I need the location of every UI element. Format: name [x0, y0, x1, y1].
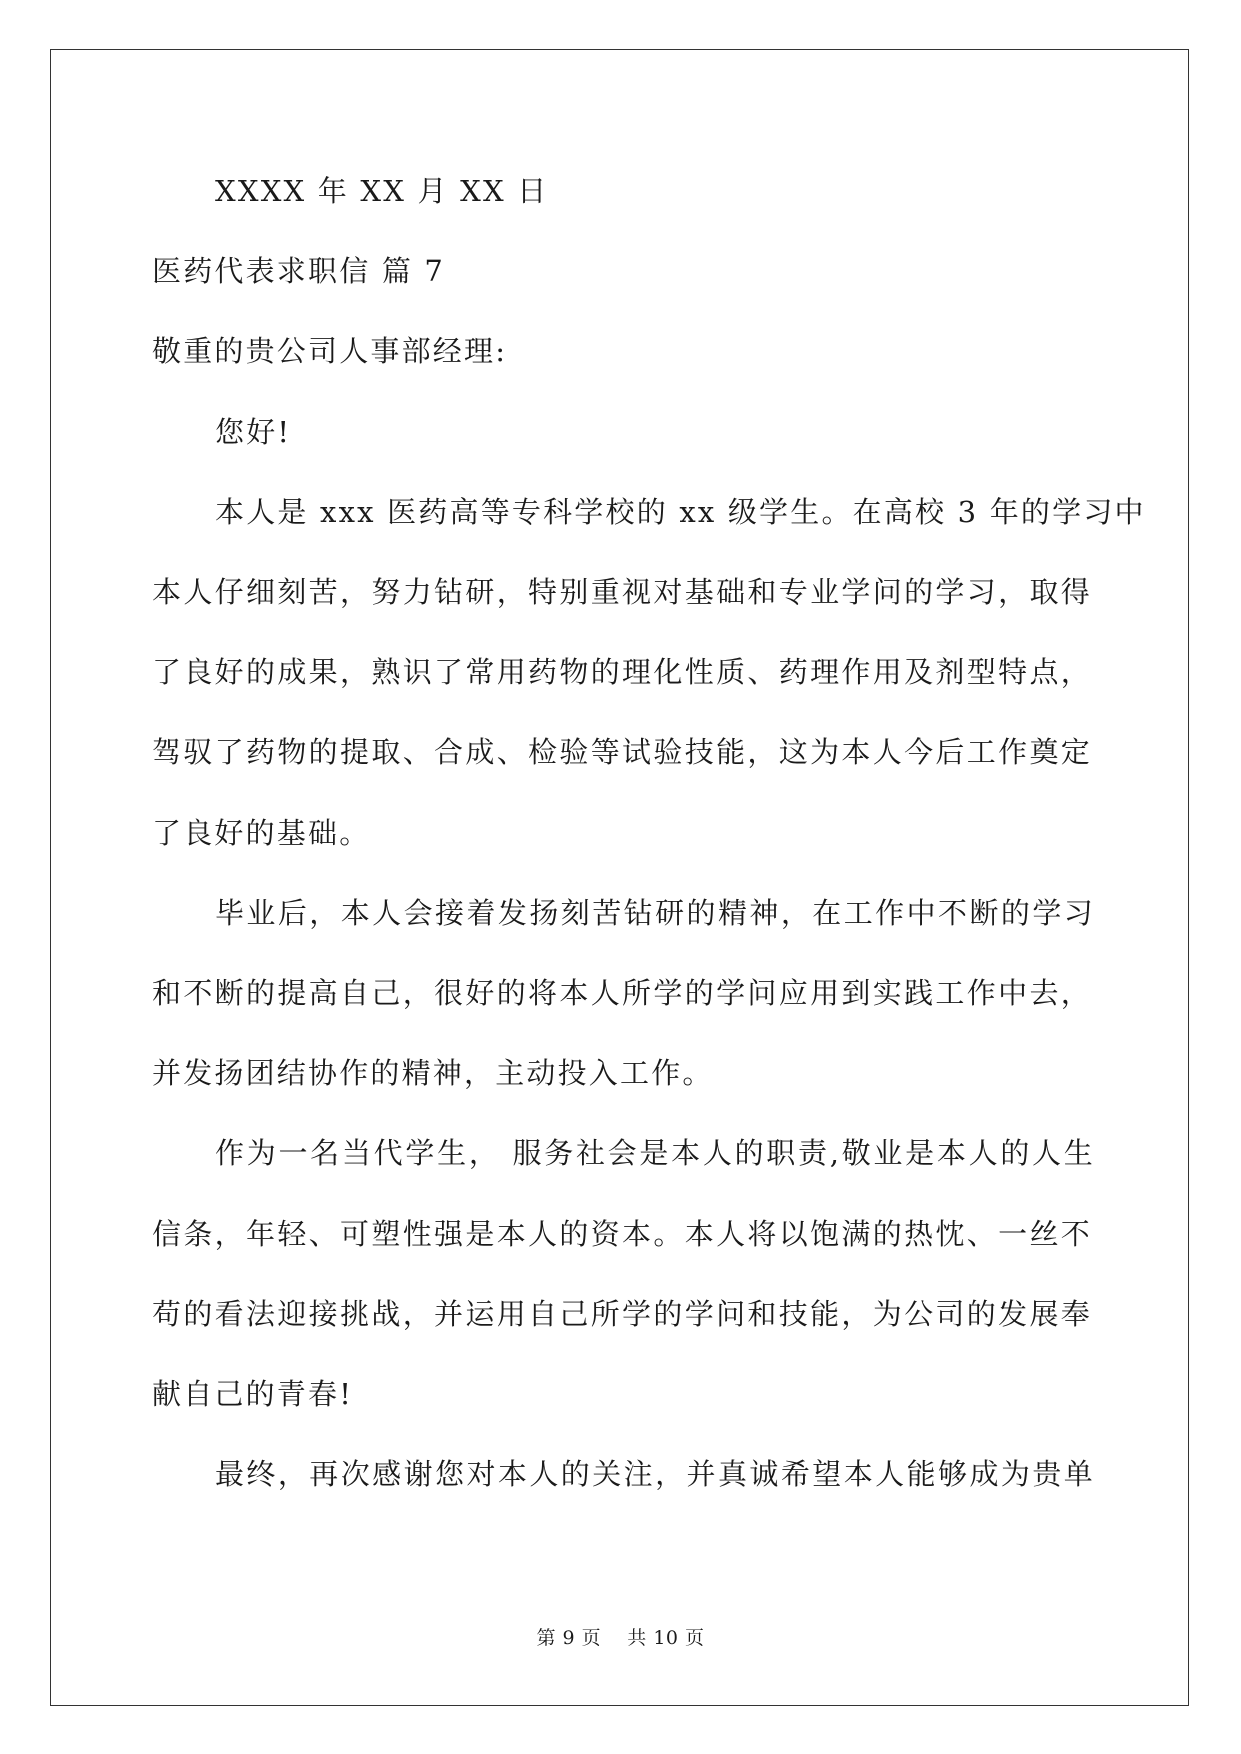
- paragraph-3-line-4: 献自己的青春!: [152, 1377, 354, 1411]
- paragraph-3-line-3: 苟的看法迎接挑战，并运用自己所学的学问和技能，为公司的发展奉: [152, 1297, 1092, 1331]
- paragraph-2-line-3: 并发扬团结协作的精神，主动投入工作。: [152, 1056, 714, 1090]
- paragraph-1-line-5: 了良好的基础。: [152, 816, 371, 850]
- greeting: 您好!: [215, 415, 292, 449]
- paragraph-1-line-2: 本人仔细刻苦，努力钻研，特别重视对基础和专业学问的学习，取得: [152, 575, 1092, 609]
- paragraph-3-line-2: 信条，年轻、可塑性强是本人的资本。本人将以饱满的热忱、一丝不: [152, 1217, 1092, 1251]
- date-line: XXXX 年 XX 月 XX 日: [215, 174, 549, 208]
- section-title: 医药代表求职信 篇 7: [152, 254, 446, 288]
- page-number-total: 共 10 页: [627, 1627, 705, 1649]
- page-number-current: 第 9 页: [536, 1627, 602, 1649]
- salutation: 敬重的贵公司人事部经理:: [152, 334, 508, 368]
- paragraph-1-line-4: 驾驭了药物的提取、合成、检验等试验技能，这为本人今后工作奠定: [152, 735, 1092, 769]
- paragraph-2-line-1: 毕业后，本人会接着发扬刻苦钻研的精神，在工作中不断的学习: [215, 896, 1095, 930]
- paragraph-2-line-2: 和不断的提高自己，很好的将本人所学的学问应用到实践工作中去，: [152, 976, 1092, 1010]
- paragraph-1-line-1: 本人是 xxx 医药高等专科学校的 xx 级学生。在高校 3 年的学习中: [215, 495, 1146, 529]
- paragraph-1-line-3: 了良好的成果，熟识了常用药物的理化性质、药理作用及剂型特点，: [152, 655, 1092, 689]
- paragraph-4-line-1: 最终，再次感谢您对本人的关注，并真诚希望本人能够成为贵单: [215, 1457, 1095, 1491]
- page-footer: [0, 1625, 1241, 1651]
- paragraph-3-line-1: 作为一名当代学生， 服务社会是本人的职责,敬业是本人的人生: [215, 1136, 1095, 1170]
